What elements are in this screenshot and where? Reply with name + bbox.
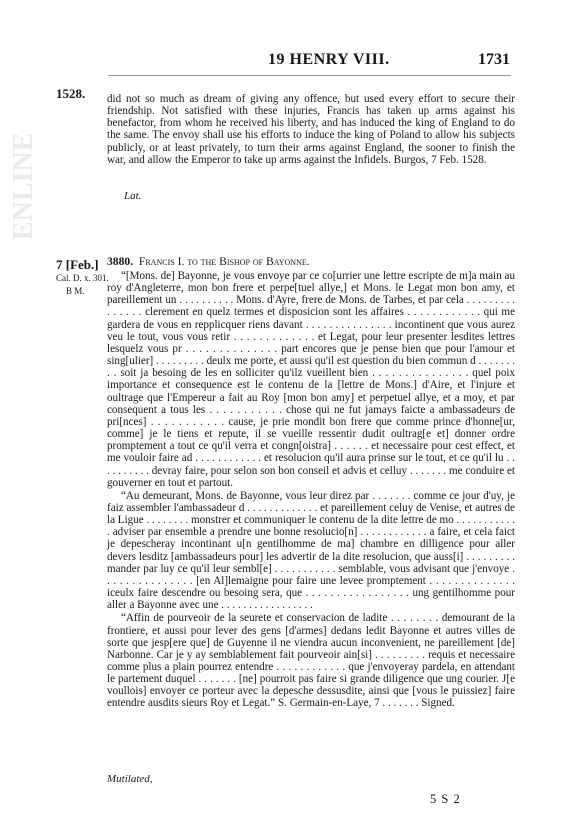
entry-heading xyxy=(107,255,310,268)
margin-date: 7 [Feb.] xyxy=(56,257,99,272)
margin-source: B M. xyxy=(66,286,85,296)
letter-paragraph: “[Mons. de] Bayonne, je vous envoye par ce co[urrier une lettre escripte de m]a main au roy d'Angleterre, mon bon frere et perpe[tuel allye,] et Mons. le Legat mon bon amy, et pareillement un . . . . . . . . . . Mons. d'Ayre, frere de Mons. de Tarbes, et par cela . . . . . . . . . . . . . . . clerement en quelz termes et disposicion sont les affaires . . . . . . . . . . . . qui me gardera de vous en repplicquer riens davant . . . . . . . . . . . . . . . incontinent que vous aurez veu le tout, vous vous retir . . . . . . . . . . . . . et Legat, pour leur presenter lesdites lettres lesquelz vous pr . . . . . . . . . . . . . . part encores que je pense bien que pour l'amour et sing[ulier] . . . . . . . . . deulx me porte, et aussi qu'il est question du bien commun d . . . . . . . . . soit ja besoing de les en solliciter qu'ilz vueillent bien . . . . . . . . . . . . . . . quel poix importance et consequence est le contenu de la [lettre de Mons.] d'Aire, et l'injure et oultrage que l'Empereur a fait au Roy [mon bon amy] et perpetuel allye, et a moy, et par consequent a tous les . . . . . . . . . . . chose qui ne fut jamays faicte a ambassadeurs de pri[nces] . . . . . . . . . . . cause, je prie mondit bon frere que comme prince d'honne[ur, comme] je le tiens et repute, il se vueille ressentir dudit oultrag[e et] donner ordre promptement a tout ce qu'il verra et congn[oistra] . . . . . . et necessaire pour cest effect, et me vouloir faire ad . . . . . . . . . . . . et resolucion qu'il aura prinse sur le tout, et ce qu'il lu . . . . . . . . . . devray faire, pour selon son bon conseil et advis et celluy . . . . . . . me conduire et gouverner en tout et partout. xyxy=(107,270,515,489)
continuation-text: did not so much as dream of giving any offence, but used every effort to secure their friendship. Not satisfied with these injuries, Francis has taken up arms against his benefactor, from whom he received his liberty, and has induced the king of England to do the same. The envoy shall use his efforts to induce the king of Poland to allow his subjects publicly, or at least privately, to turn their arms against England, the sooner to finish the war, and allow the Emperor to take up arms against the Infidels. Burgos, 7 Feb. 1528. xyxy=(107,93,515,166)
language-note: Lat. xyxy=(124,190,142,202)
letter-paragraph: “Affin de pourveoir de la seurete et conservacion de ladite . . . . . . . . demourant de la frontiere, et aussi pour lever des gens [d'armes] dedans ledit Bayonne et autres villes de sorte que jesp[ere que] de Guyenne il ne viendra aucun inconvenient, ne pareillement [de] Narbonne. Car je y ay semblablement fait pourveoir ain[si] . . . . . . . . . requis et necessaire comme plus a plain pourrez entendre . . . . . . . . . . . . que j'envoyeray pardela, en attendant le partement duquel . . . . . . . [ne] pourroit pas faire si grande diligence que ung courier. J[e voullois] envoyer ce porteur avec la depesche dessusdite, ainsi que [vous le puissiez] faire entendre ausdits sieurs Roy et Legat.” S. Germain-en-Laye, 7 . . . . . . . Signed. xyxy=(107,612,515,710)
entry-number: 3880. xyxy=(107,255,134,268)
header-rule xyxy=(108,75,511,76)
watermark: ENLINE xyxy=(8,132,39,240)
page-number: 1731 xyxy=(478,51,510,68)
condition-note: Mutilated, xyxy=(107,773,153,785)
running-title: 19 HENRY VIII. xyxy=(268,51,390,68)
entry-title: Francis I. to the Bishop of Bayonne. xyxy=(138,255,310,268)
signature-mark: 5 S 2 xyxy=(430,792,461,806)
letter-paragraph: “Au demeurant, Mons. de Bayonne, vous leur direz par . . . . . . . comme ce jour d'uy, je faiz assembler l'ambassadeur d . . . . . . . . . . . . . et pareillement celuy de Venise, et autres de la Ligue . . . . . . . . monstrer et communiquer le contenu de la dite lettre de mo . . . . . . . . . . . . adviser par ensemble a prendre une bonne resolucio[n] . . . . . . . . . . . . a faire, et cela faict je depescheray incontinant u[n gentilhomme de ma] chambre en dilligence pour aller devers lesditz [ambassadeurs pour] les advertir de la dite resolucion, que auss[i] . . . . . . . . . mander par luy ce qu'il leur sembl[e] . . . . . . . . . . . semblable, vous advisant que j'envoye . . . . . . . . . . . . . . . [en Al]lemaigne pour faire une levee promptement . . . . . . . . . . . . . . iceulx faire descendre ou besoing sera, que . . . . . . . . . . . . . . . . . ung gentilhomme pour aller a Bayonne avec une . . . . . . . . . . . . . . . . . xyxy=(107,489,515,612)
margin-reference: Cal. D. x. 301. xyxy=(56,273,109,283)
letter-body xyxy=(107,270,515,710)
margin-year: 1528. xyxy=(56,86,86,101)
continuation-paragraph xyxy=(107,93,515,166)
